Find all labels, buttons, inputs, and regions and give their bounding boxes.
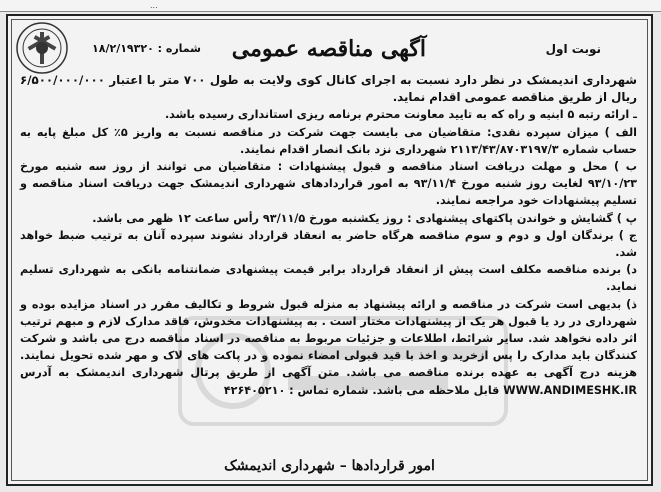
lead-paragraph: شهرداری اندیمشک در نظر دارد نسبت به اجرای کانال کوی ولایت به طول ۷۰۰ متر با اعتبار ۶/۵۰۰/۰۰۰/۰۰۰ ریال از طریق مناقصه عمومی اقدام نماید. bbox=[20, 73, 638, 105]
notice-body bbox=[20, 72, 637, 399]
clause-alef: الف ) میزان سپرده نقدی: متقاضیان می بایست جهت شرکت در مناقصه نسبت به واریز ۵٪ کل مبلغ پایه به حساب شماره ۲۱۱۳/۴۳/۸۷۰۳۱۹۷/۳ شهرداری نزد بانک انصار اقدام نمایند. bbox=[20, 125, 637, 156]
requirement-line: ـ ارائه رتبه ۵ ابنیه و راه که به تایید معاونت محترم برنامه ریزی استانداری رسیده باشد. bbox=[164, 108, 637, 122]
clause-zal bbox=[20, 296, 637, 399]
contact-text: قابل ملاحظه می باشد. شماره تماس : ۴۲۶۴۰۵۲۱۰ bbox=[223, 383, 500, 397]
signature-footer: امور قراردادها – شهرداری اندیمشک bbox=[224, 458, 435, 474]
clause-zal-text: ذ) بدیهی است شرکت در مناقصه و ارائه پیشنهاد به منزله قبول شروط و تکالیف مقرر در اسناد مزایده بوده و شهرداری در رد یا قبول هر یک از پیشنهادات مختار است . به پیشنهادات مخدوش، فاقد مدارک لازم و مبهم ترتیب اثر داده نخواهد شد. سایر شرائط، اطلاعات و جزئیات مربوط به مناقصه در اسناد مناقصه درج می باشد و شرکت کنندگان باید مدارک را پس ازخرید و اخذ با قید قبولی امضاء نموده و در پاکت های لاک و مهر شده تحویل نمایند. هزینه درج آگهی به عهده برنده مناقصه می باشد. متن آگهی از طریق پرتال شهرداری اندیمشک به آدرس bbox=[20, 297, 637, 380]
portal-url-link[interactable]: WWW.ANDIMESHK.IR bbox=[503, 383, 637, 397]
clause-de: د) برنده مناقصه مکلف است پیش از انعقاد قرارداد برابر قیمت پیشنهادی ضمانتنامه بانکی به شهرداری تسلیم نماید. bbox=[20, 263, 637, 294]
clause-be: ب ) محل و مهلت دریافت اسناد مناقصه و قبول پیشنهادات : متقاضیان می توانند از روز سه شنبه مورخ ۹۳/۱۰/۲۳ لغایت روز شنبه مورخ ۹۳/۱۱/۴ به امور قراردادهای شهرداری اندیمشک جهت دریافت اسناد مناقصه و تسلیم پیشنهادات خود مراجعه نمایند. bbox=[20, 160, 637, 208]
clause-che: ج ) برندگان اول و دوم و سوم مناقصه هرگاه حاضر به انعقاد قرارداد نشوند سپرده آنان به ترتیب ضبط خواهد شد. bbox=[20, 228, 637, 260]
page-title: آگهی مناقصه عمومی bbox=[231, 36, 426, 62]
round-label: نوبت اول bbox=[545, 42, 601, 56]
notice-frame bbox=[6, 14, 653, 486]
reference-number: شماره : ۱۸/۲/۱۹۳۲۰ bbox=[92, 42, 201, 55]
notice-header bbox=[68, 36, 641, 66]
municipality-logo-icon bbox=[14, 20, 70, 76]
clause-pe: پ ) گشایش و خواندن پاکتهای پیشنهادی : روز یکشنبه مورخ ۹۳/۱۱/۵ رأس ساعت ۱۲ ظهر می باشد. bbox=[92, 211, 637, 225]
top-strip: ... bbox=[0, 0, 661, 12]
